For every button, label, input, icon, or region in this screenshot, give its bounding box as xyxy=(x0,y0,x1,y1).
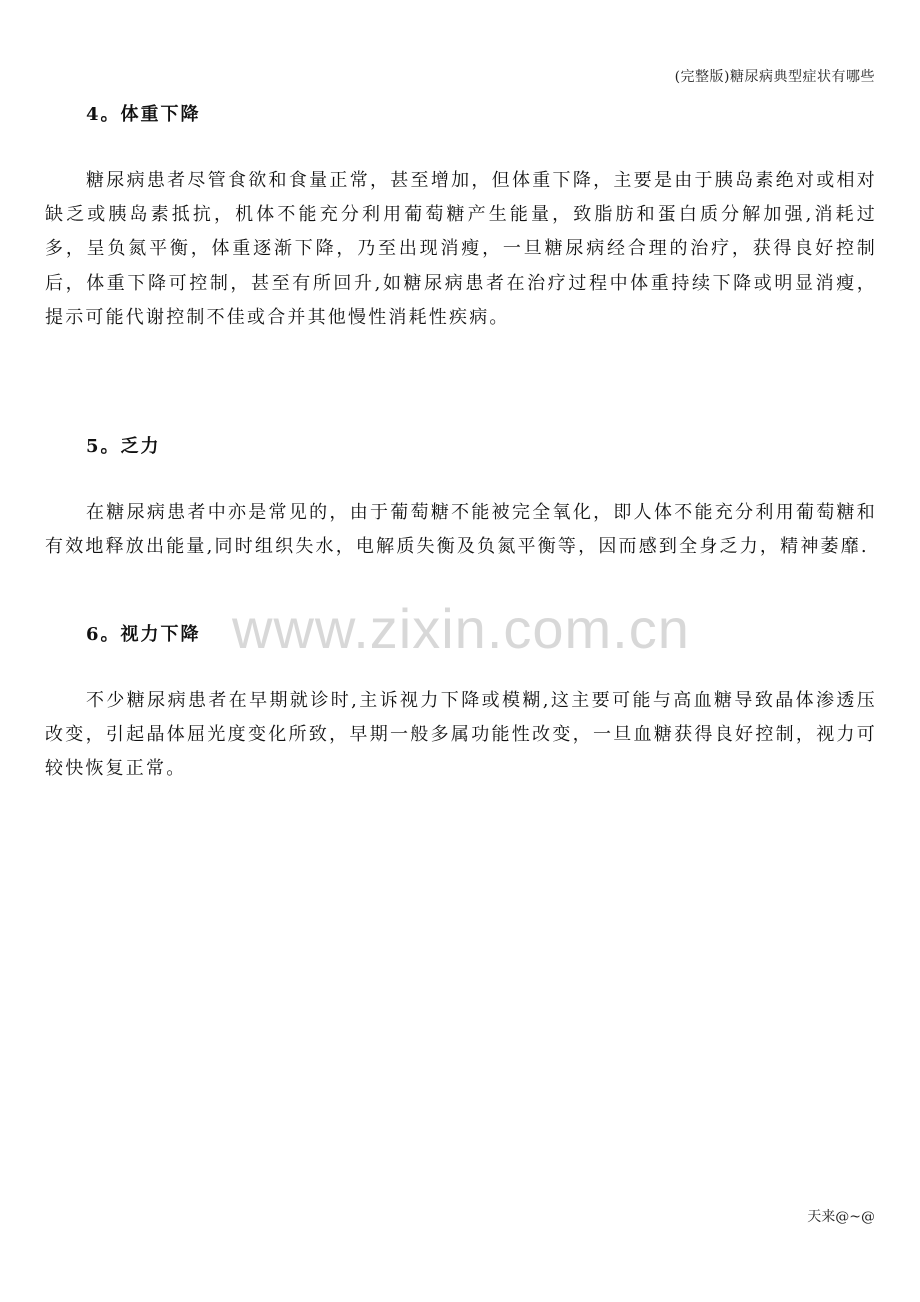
section-heading-fatigue: 5。乏力 xyxy=(86,436,161,457)
section-heading-vision-loss: 6。视力下降 xyxy=(86,624,201,645)
section-heading-weight-loss: 4。体重下降 xyxy=(86,104,201,125)
section-body-vision-loss: 不少糖尿病患者在早期就诊时,主诉视力下降或模糊,这主要可能与高血糖导致晶体渗透压改变，引起晶体屈光度变化所致，早期一般多属功能性改变，一旦血糖获得良好控制，视力可较快恢复正常。 xyxy=(45,690,877,780)
document-header-title: (完整版)糖尿病典型症状有哪些 xyxy=(674,69,875,85)
page-footer: 天来@~@ xyxy=(807,1209,875,1225)
watermark: www.zixin.com.cn xyxy=(232,597,690,660)
section-body-fatigue: 在糖尿病患者中亦是常见的，由于葡萄糖不能被完全氧化，即人体不能充分利用葡萄糖和有效地释放出能量,同时组织失水，电解质失衡及负氮平衡等，因而感到全身乏力，精神萎靡. xyxy=(45,502,877,558)
section-body-weight-loss: 糖尿病患者尽管食欲和食量正常，甚至增加，但体重下降，主要是由于胰岛素绝对或相对缺乏或胰岛素抵抗，机体不能充分利用葡萄糖产生能量，致脂肪和蛋白质分解加强,消耗过多，呈负氮平衡，体重逐渐下降，乃至出现消瘦，一旦糖尿病经合理的治疗，获得良好控制后，体重下降可控制，甚至有所回升,如糖尿病患者在治疗过程中体重持续下降或明显消瘦，提示可能代谢控制不佳或合并其他慢性消耗性疾病。 xyxy=(45,170,877,328)
